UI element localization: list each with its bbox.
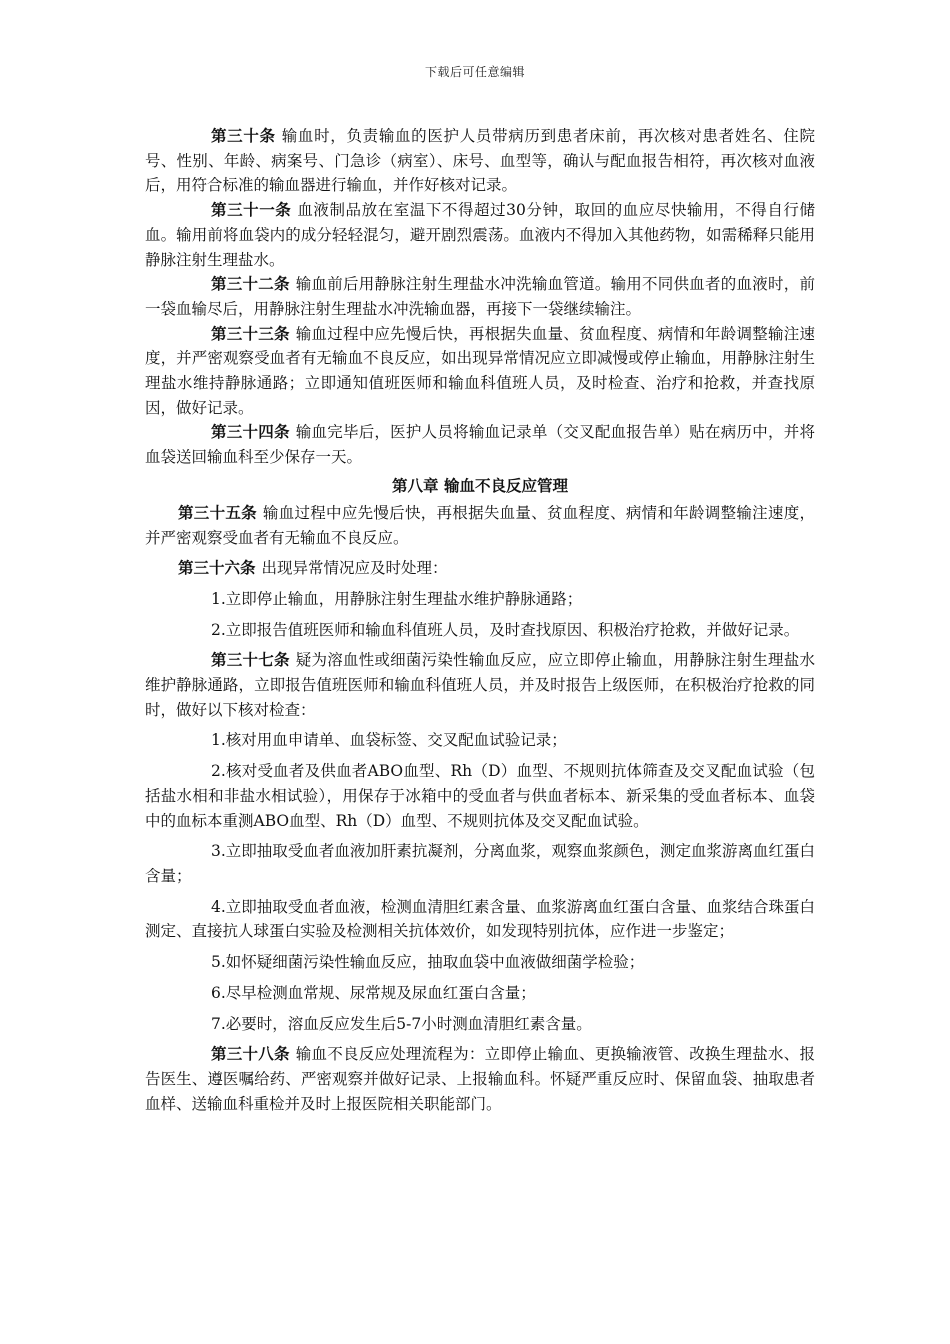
article-number: 第三十四条: [211, 422, 290, 442]
list-item: 6.尽早检测血常规、尿常规及尿血红蛋白含量；: [211, 983, 536, 1002]
article-30: [145, 124, 815, 198]
article-text: 输血过程中应先慢后快，再根据失血量、贫血程度、病情和年龄调整输注速度，并严密观察受血者有无输血不良反应，如出现异常情况应立即减慢或停止输血，用静脉注射生理盐水维持静脉通路；立即通知值班医师和输血科值班人员，及时检查、治疗和抢救，并查找原因，做好记录。: [145, 324, 815, 417]
list-item: 4.立即抽取受血者血液，检测血清胆红素含量、血浆游离血红蛋白含量、血浆结合珠蛋白测定、直接抗人球蛋白实验及检测相关抗体效价，如发现特别抗体，应作进一步鉴定；: [145, 897, 815, 941]
list-item: 3.立即抽取受血者血液加肝素抗凝剂，分离血浆，观察血浆颜色，测定血浆游离血红蛋白含量；: [145, 842, 815, 885]
article-text: 输血完毕后，医护人员将输血记录单（交叉配血报告单）贴在病历中，并将血袋送回输血科至少保存一天。: [145, 423, 815, 467]
list-item: 2.立即报告值班医师和输血科值班人员，及时查找原因、积极治疗抢救，并做好记录。: [211, 620, 800, 639]
article-33: [145, 322, 815, 421]
article-35: [145, 501, 815, 550]
article-number: 第三十六条: [178, 558, 256, 578]
article-text: 出现异常情况应及时处理：: [261, 559, 448, 578]
list-item: 1.核对用血申请单、血袋标签、交叉配血试验记录；: [211, 731, 567, 750]
document-body: [145, 124, 815, 1116]
list-item: 7.必要时，溶血反应发生后5-7小时测血清胆红素含量。: [211, 1014, 592, 1033]
article-number: 第三十七条: [211, 650, 290, 670]
article-text: 疑为溶血性或细菌污染性输血反应，应立即停止输血，用静脉注射生理盐水维护静脉通路，立即报告值班医师和输血科值班人员，并及时报告上级医师，在积极治疗抢救的同时，做好以下核对检查：: [145, 651, 815, 719]
article-text: 输血过程中应先慢后快，再根据失血量、贫血程度、病情和年龄调整输注速度，并严密观察受血者有无输血不良反应。: [145, 503, 815, 547]
article-number: 第三十三条: [211, 323, 290, 343]
list-item: 2.核对受血者及供血者ABO血型、Rh（D）血型、不规则抗体筛查及交叉配血试验（包括盐水相和非盐水相试验），用保存于冰箱中的受血者与供血者标本、新采集的受血者标本、血袋中的血标本重测ABO血型、Rh（D）血型、不规则抗体及交叉配血试验。: [145, 762, 815, 830]
article-number: 第三十二条: [211, 274, 290, 294]
article-number: 第三十八条: [211, 1044, 290, 1064]
article-text: 输血前后用静脉注射生理盐水冲洗输血管道。输用不同供血者的血液时，前一袋血输尽后，用静脉注射生理盐水冲洗输血器，再接下一袋继续输注。: [145, 275, 815, 318]
article-38: [145, 1042, 815, 1116]
list-item: 5.如怀疑细菌污染性输血反应，抽取血袋中血液做细菌学检验；: [211, 953, 645, 972]
article-number: 第三十条: [211, 126, 276, 145]
article-number: 第三十五条: [178, 502, 257, 522]
page-header: 下载后可任意编辑: [424, 65, 525, 79]
article-37: [145, 648, 815, 722]
article-32: [145, 272, 815, 321]
article-text: 输血不良反应处理流程为：立即停止输血、更换输液管、改换生理盐水、报告医生、遵医嘱给药、严密观察并做好记录、上报输血科。怀疑严重反应时、保留血袋、抽取患者血样、送输血科重检并及时上报医院相关职能部门。: [145, 1045, 815, 1113]
article-31: [145, 198, 815, 272]
article-number: 第三十一条: [211, 200, 292, 220]
article-text: 血液制品放在室温下不得超过30分钟，取回的血应尽快输用，不得自行储血。输用前将血袋内的成分轻轻混匀，避开剧烈震荡。血液内不得加入其他药物，如需稀释只能用静脉注射生理盐水。: [145, 201, 815, 269]
chapter-heading: 第八章 输血不良反应管理: [392, 475, 568, 495]
article-36: [145, 556, 815, 581]
article-text: 输血时，负责输血的医护人员带病历到患者床前，再次核对患者姓名、住院号、性别、年龄、病案号、门急诊（病室）、床号、血型等，确认与配血报告相符，再次核对血液后，用符合标准的输血器进行输血，并作好核对记录。: [145, 127, 815, 195]
article-34: [145, 420, 815, 469]
list-item: 1.立即停止输血，用静脉注射生理盐水维护静脉通路；: [211, 589, 583, 608]
